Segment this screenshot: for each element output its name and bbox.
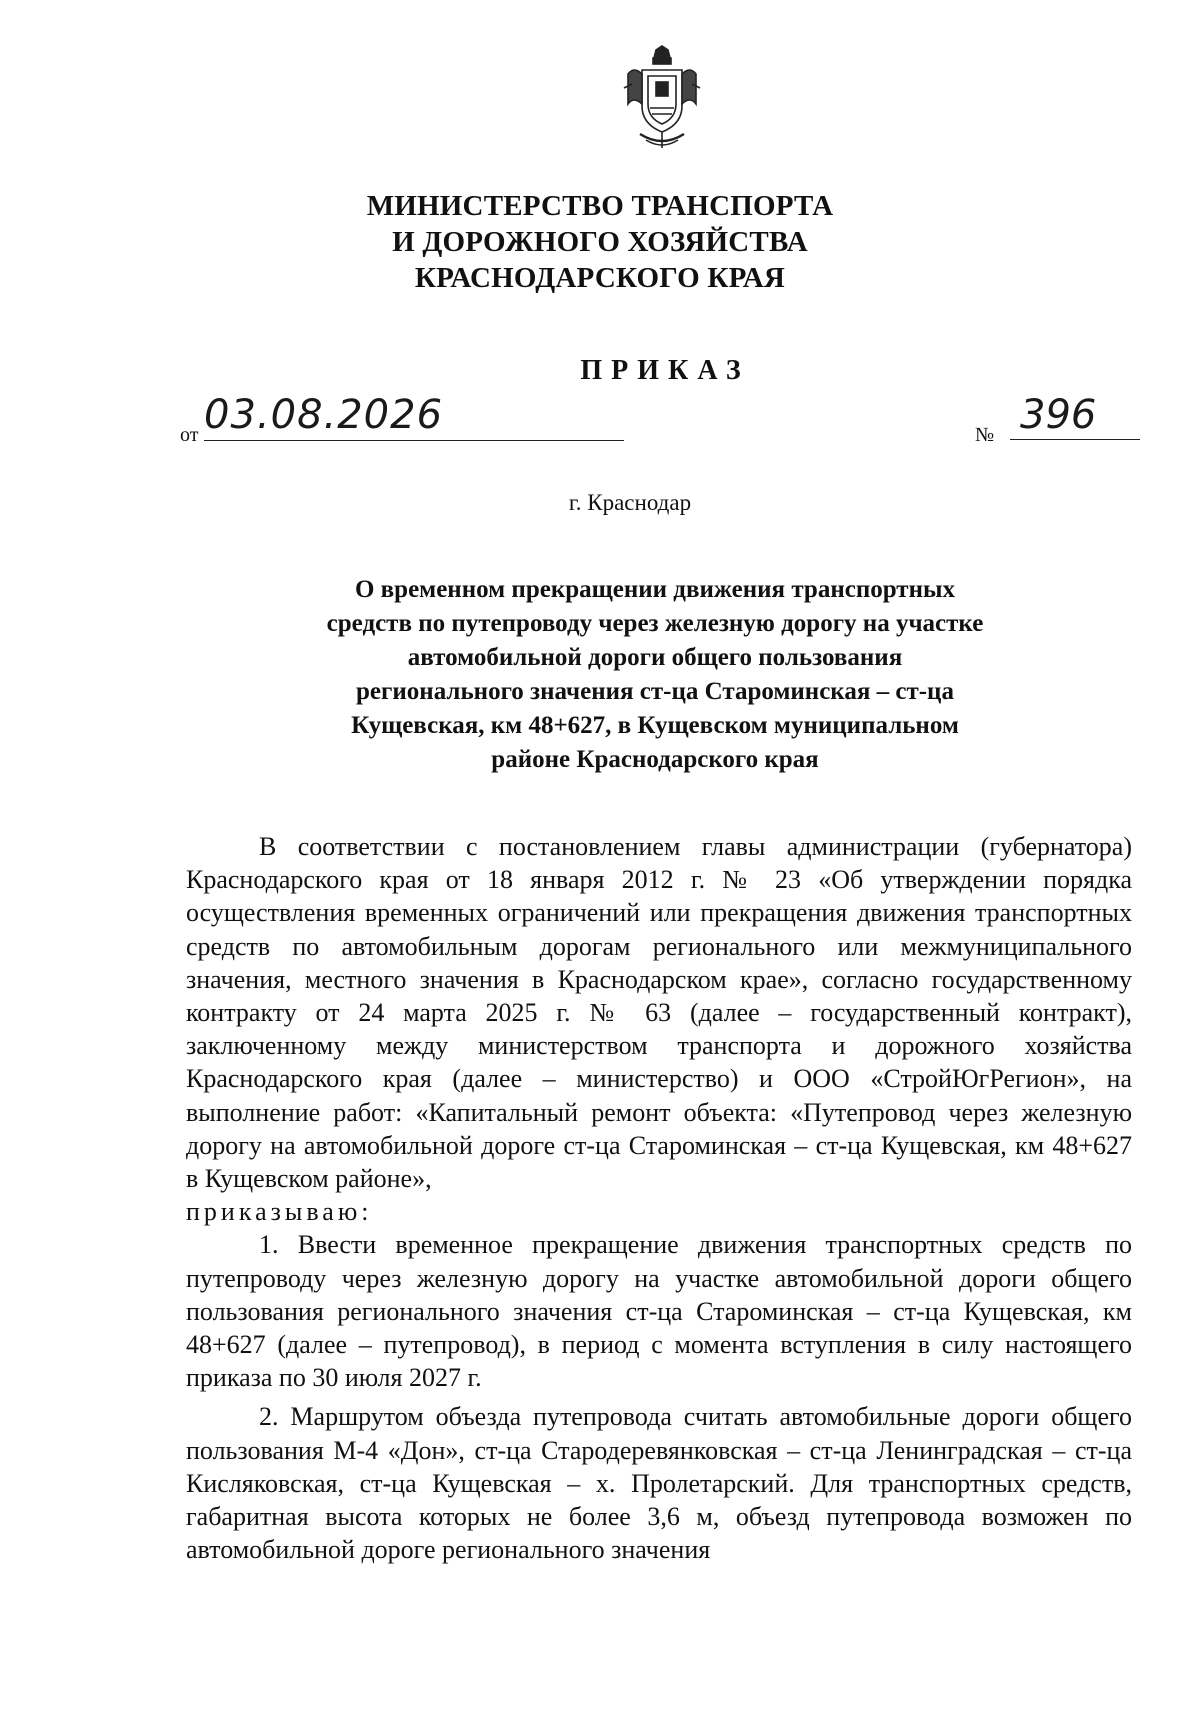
ministry-line-2: И ДОРОЖНОГО ХОЗЯЙСТВА [392, 226, 808, 258]
number-label: № [975, 424, 995, 446]
title-line-6: районе Краснодарского края [491, 746, 819, 773]
title-line-1: О временном прекращении движения транспортных [354, 576, 955, 603]
date-label: от [180, 424, 199, 446]
ministry-line-1: МИНИСТЕРСТВО ТРАНСПОРТА [366, 190, 834, 222]
title-line-5: Кущевская, км 48+627, в Кущевском муниципальном [351, 712, 959, 739]
title-line-4: регионального значения ст-ца Староминская – ст-ца [356, 678, 954, 705]
title-line-2: средств по путепроводу через железную дорогу на участке [326, 610, 984, 637]
number-value: 396 [1010, 390, 1140, 440]
ministry-name [0, 188, 1200, 296]
intro-paragraph: В соответствии с постановлением главы администрации (губернатора) Краснодарского края от 18 января 2012 г. № 23 «Об утверждении порядка осуществления временных ограничений или прекращения движения транспортных средств по автомобильным дорогам регионального или межмуниципального значения, местного значения в Краснодарском крае», согласно государственному контракту от 24 марта 2025 г. № 63 (далее – государственный контракт), заключенному между министерством транспорта и дорожного хозяйства Краснодарского края (далее – министерство) и ООО «СтройЮгРегион», на выполнение работ: «Капитальный ремонт объекта: «Путепровод через железную дорогу на автомобильной дороге ст-ца Староминская – ст-ца Кущевская, км 48+627 в Кущевском районе», [186, 832, 1132, 1194]
city: г. Краснодар [568, 490, 692, 515]
date-number-row [180, 390, 1140, 450]
order-word: приказываю: [186, 1197, 373, 1227]
title-line-3: автомобильной дороги общего пользования [407, 644, 903, 671]
item-1-paragraph: 1. Ввести временное прекращение движения транспортных средств по путепроводу через железную дорогу на участке автомобильной дороги общего пользования регионального значения ст-ца Староминская – ст-ца Кущевская, км 48+627 (далее – путепровод), в период с момента вступления в силу настоящего приказа по 30 июля 2027 г. [186, 1230, 1132, 1393]
document-body [186, 830, 1132, 1566]
krasnodar-coat-of-arms-icon [620, 44, 704, 152]
date-value: 03.08.2026 [204, 390, 624, 441]
document-type: ПРИКАЗ [580, 355, 750, 386]
ministry-line-3: КРАСНОДАРСКОГО КРАЯ [414, 262, 786, 294]
item-2-paragraph: 2. Маршрутом объезда путепровода считать автомобильные дороги общего пользования М-4 «Дон», ст-ца Стародеревянковская – ст-ца Ленинградская – ст-ца Кисляковская, ст-ца Кущевская – х. Пролетарский. Для транспортных средств, габаритная высота которых не более 3,6 м, объезд путепровода возможен по автомобильной дороге регионального значения [186, 1402, 1132, 1565]
document-title [290, 573, 1020, 777]
